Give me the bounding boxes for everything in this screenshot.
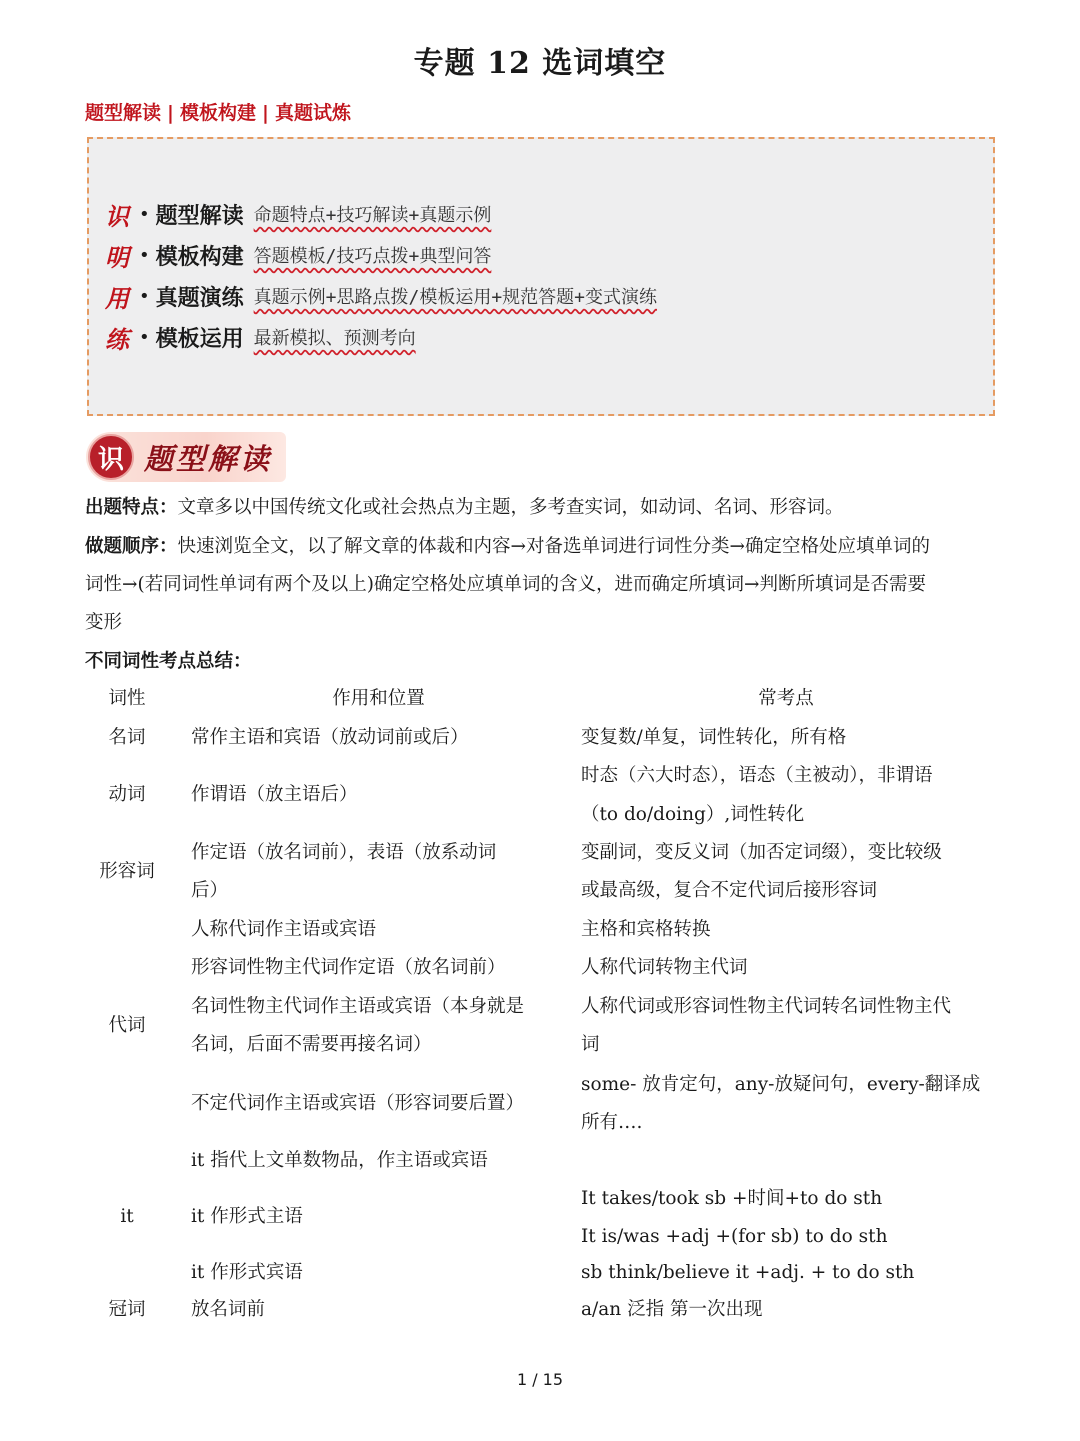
table-cell: 作谓语（放主语后） — [191, 784, 358, 805]
nav-item-type-reading[interactable]: 题型解读 — [85, 102, 162, 124]
table-cell: 代词 — [108, 1015, 146, 1036]
table-cell: It is/was +adj +(for sb) to do sth — [581, 1226, 888, 1247]
table-cell: 形容词性物主代词作定语（放名词前） — [191, 957, 506, 978]
table-cell: 所有…. — [581, 1112, 643, 1133]
table-cell: （to do/doing）,词性转化 — [581, 804, 805, 825]
overview-row: 明 • 模板构建 答题模板/技巧点拨+典型问答 — [105, 242, 492, 272]
table-cell: 名词性物主代词作主语或宾语（本身就是 — [191, 996, 525, 1017]
table-cell: 名词，后面不需要再接名词） — [191, 1034, 432, 1055]
table-cell: it — [120, 1206, 134, 1227]
table-cell: 名词 — [108, 727, 146, 748]
steps-line: 做题顺序：快速浏览全文，以了解文章的体裁和内容→对备选单词进行词性分类→确定空格处应填单词的 — [85, 536, 931, 557]
badge-title: 题型解读 — [144, 441, 273, 476]
table-cell: 不定代词作主语或宾语（形容词要后置） — [191, 1093, 525, 1114]
table-cell: 动词 — [108, 784, 146, 805]
table-cell: 冠词 — [108, 1299, 146, 1320]
table-header: 词性 — [108, 688, 146, 709]
steps-line: 变形 — [85, 612, 123, 633]
table-cell: 常作主语和宾语（放动词前或后） — [191, 727, 469, 748]
table-cell: 人称代词转物主代词 — [581, 957, 748, 978]
nav-item-template[interactable]: 模板构建 — [179, 102, 256, 124]
table-cell: 词 — [581, 1034, 600, 1055]
table-header: 作用和位置 — [332, 688, 425, 709]
features-paragraph: 出题特点：文章多以中国传统文化或社会热点为主题，多考查实词，如动词、名词、形容词。 — [85, 497, 844, 518]
badge-icon: 识 — [88, 434, 134, 480]
summary-label: 不同词性考点总结： — [85, 651, 252, 672]
table-cell: 人称代词作主语或宾语 — [191, 919, 377, 940]
overview-box — [87, 137, 995, 416]
page-number: 1 / 15 — [516, 1370, 564, 1389]
table-cell: some- 放肯定句，any-放疑问句，every-翻译成 — [581, 1074, 981, 1095]
table-cell: a/an 泛指 第一次出现 — [581, 1299, 763, 1320]
steps-line: 词性→(若同词性单词有两个及以上)确定空格处应填单词的含义，进而确定所填词→判断所填词是否需要 — [85, 574, 926, 595]
table-cell: It takes/took sb +时间+to do sth — [581, 1188, 883, 1209]
table-cell: sb think/believe it +adj. + to do sth — [581, 1262, 915, 1283]
table-cell: 作定语（放名词前），表语（放系动词 — [191, 842, 497, 863]
table-cell: 或最高级，复合不定代词后接形容词 — [581, 880, 878, 901]
table-cell: 放名词前 — [191, 1299, 266, 1320]
table-cell: 后） — [191, 880, 229, 901]
table-cell: it 指代上文单数物品，作主语或宾语 — [191, 1150, 488, 1171]
table-cell: 时态（六大时态），语态（主被动），非谓语 — [581, 765, 933, 786]
table-header: 常考点 — [758, 688, 814, 709]
table-cell: 变副词，变反义词（加否定词缀），变比较级 — [581, 842, 942, 863]
table-cell: it 作形式主语 — [191, 1206, 303, 1227]
overview-row: 练 • 模板运用 最新模拟、预测考向 — [105, 324, 416, 354]
overview-row: 识 • 题型解读 命题特点+技巧解读+真题示例 — [105, 201, 492, 231]
page-title: 专题 12 选词填空 — [413, 46, 667, 81]
section-nav: 题型解读 | 模板构建 | 真题试炼 — [85, 102, 351, 124]
overview-row: 用 • 真题演练 真题示例+思路点拨/模板运用+规范答题+变式演练 — [105, 283, 657, 313]
table-cell: 变复数/单复，词性转化，所有格 — [581, 727, 847, 748]
table-cell: it 作形式宾语 — [191, 1262, 303, 1283]
section-badge — [86, 432, 286, 482]
table-cell: 人称代词或形容词性物主代词转名词性物主代 — [581, 996, 952, 1017]
table-cell: 主格和宾格转换 — [581, 919, 711, 940]
nav-item-practice[interactable]: 真题试炼 — [274, 102, 351, 124]
table-cell: 形容词 — [99, 861, 155, 882]
